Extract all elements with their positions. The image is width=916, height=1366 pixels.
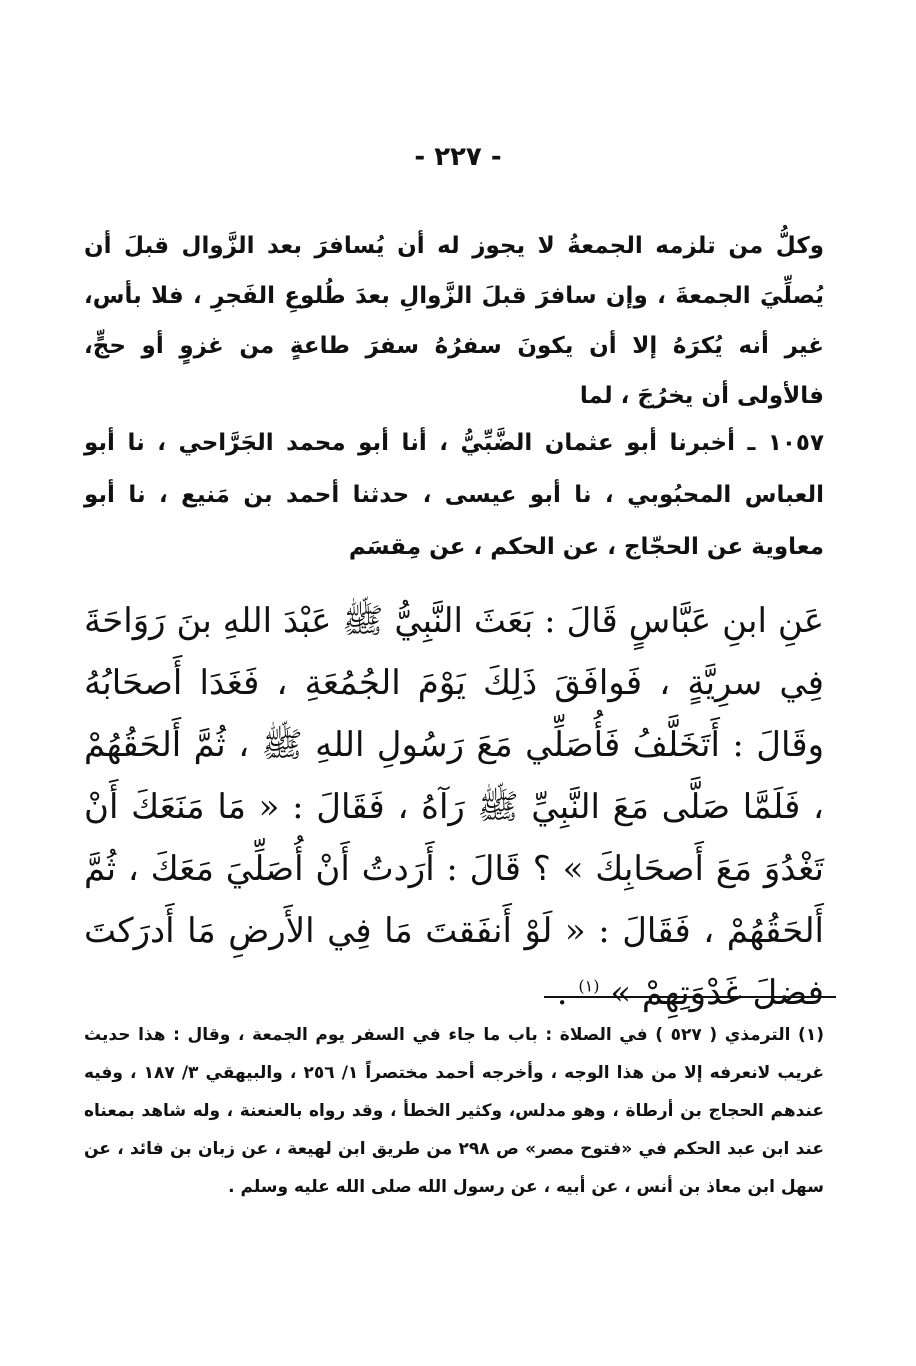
hadith-end-mark: .	[556, 973, 568, 1013]
paragraph-isnad-chain: ١٠٥٧ ـ أخبرنا أبو عثمان الضَّبِّيُّ ، أنا أبو محمد الجَرَّاحي ، نا أبو العباس المحبُوبي ، نا أبو عيسى ، حدثنا أحمد بن مَنيع ، نا أبو معاوية عن الحجّاج ، عن الحكم ، عن مِقسَم	[84, 430, 824, 560]
paragraph-hadith-text	[84, 590, 824, 1024]
page-number: - ٢٢٧ -	[414, 142, 502, 172]
footnote-reference: (١)	[578, 976, 600, 996]
hadith-body: عَنِ ابنِ عَبَّاسٍ قَالَ : بَعَثَ النَّبِيُّ ﷺ عَبْدَ اللهِ بنَ رَوَاحَةَ فِي سرِيَّةٍ ، فَوافَقَ ذَلِكَ يَوْمَ الجُمُعَةِ ، فَغَدَا أَصحَابُهُ وقَالَ : أَتَخَلَّفُ فَأُصَلِّي مَعَ رَسُولِ اللهِ ﷺ ، ثُمَّ أَلحَقُهُمْ ، فَلَمَّا صَلَّى مَعَ النَّبِيِّ ﷺ رَآهُ ، فَقَالَ : « مَا مَنَعَكَ أَنْ تَغْدُوَ مَعَ أَصحَابِكَ » ؟ قَالَ : أَرَدتُ أَنْ أُصَلِّيَ مَعَكَ ، ثُمَّ أَلحَقُهُمْ ، فَقَالَ : « لَوْ أَنفَقتَ مَا فِي الأَرضِ مَا أَدرَكتَ فضلَ غَدْوَتِهِمْ »	[84, 601, 825, 1013]
paragraph-legal-ruling: وكلُّ من تلزمه الجمعةُ لا يجوز له أن يُسافرَ بعد الزَّوال قبلَ أن يُصلِّيَ الجمعةَ ، وإن سافرَ قبلَ الزَّوالِ بعدَ طُلوعِ الفَجرِ ، فلا بأس، غير أنه يُكرَهُ إلا أن يكونَ سفرُهُ سفرَ طاعةٍ من غزوٍ أو حجٍّ، فالأولى أن يخرُجَ ، لما	[84, 233, 824, 409]
footnote-divider	[544, 996, 836, 998]
footnote-text: (١) الترمذي ( ٥٢٧ ) في الصلاة : باب ما جاء في السفر يوم الجمعة ، وقال : هذا حديث غريب لانعرفه إلا من هذا الوجه ، وأخرجه أحمد مختصراً ١/ ٢٥٦ ، والبيهقي ٣/ ١٨٧ ، وفيه عندهم الحجاج بن أرطاة ، وهو مدلس، وكثير الخطأ ، وقد رواه بالعنعنة ، وله شاهد بمعناه عند ابن عبد الحكم في «فتوح مصر» ص ٢٩٨ من طريق ابن لهيعة ، عن زبان بن فائد ، عن سهل ابن معاذ بن أنس ، عن أبيه ، عن رسول الله صلى الله عليه وسلم .	[84, 1025, 824, 1197]
